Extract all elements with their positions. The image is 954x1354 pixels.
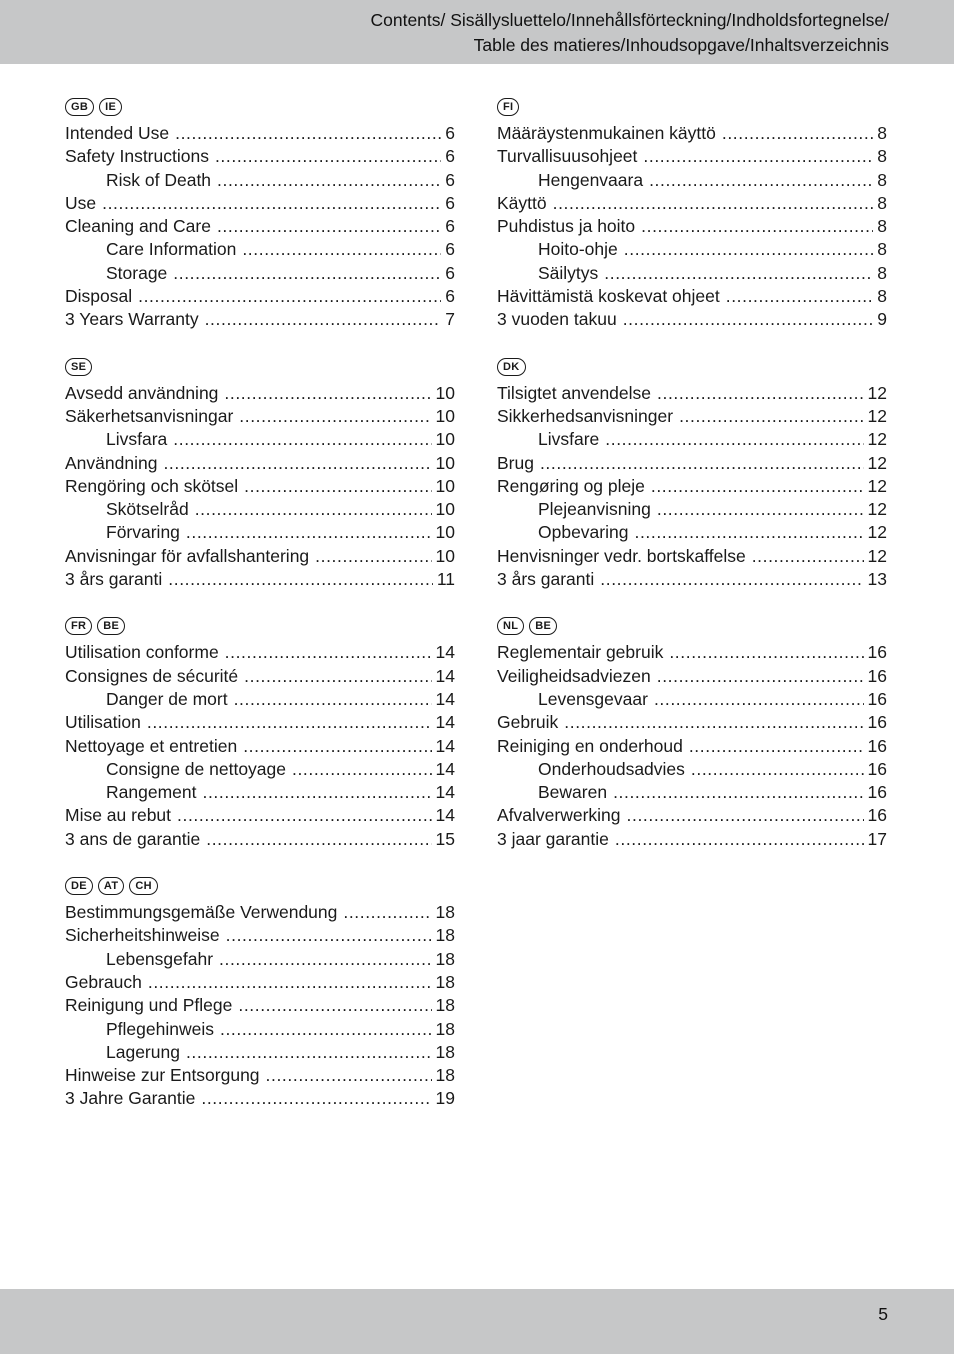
dot-leader xyxy=(657,382,864,405)
toc-entry-title: Mise au rebut xyxy=(65,805,172,826)
dot-leader xyxy=(225,641,432,664)
toc-entry-page: 13 xyxy=(867,569,887,590)
toc-entry xyxy=(65,994,455,1017)
dot-leader xyxy=(266,1064,432,1087)
country-flags xyxy=(65,355,455,379)
toc-entry-title: Plejeanvisning xyxy=(538,499,651,520)
dot-leader xyxy=(657,665,864,688)
toc-entry-title: Säilytys xyxy=(538,262,599,283)
page-header xyxy=(0,0,954,64)
toc-entry xyxy=(65,735,455,758)
dot-leader xyxy=(195,498,432,521)
toc-entry-title: Pflegehinweis xyxy=(106,1018,214,1039)
toc-section xyxy=(497,355,887,592)
country-flags xyxy=(65,95,455,119)
dot-leader xyxy=(627,804,864,827)
dot-leader xyxy=(206,828,431,851)
toc-subentry xyxy=(497,781,887,804)
header-title-line-1: Contents/ Sisällysluettelo/Innehållsförteckning/Indholdsfortegnelse/ xyxy=(370,10,889,30)
toc-entry xyxy=(65,285,455,308)
toc-entry-title: Henvisninger vedr. bortskaffelse xyxy=(497,545,746,566)
toc-entry-title: Anvisningar för avfallshantering xyxy=(65,545,310,566)
toc-entry-title: Rangement xyxy=(106,782,197,803)
dot-leader xyxy=(239,405,431,428)
dot-leader xyxy=(689,735,864,758)
toc-entry-page: 16 xyxy=(867,735,887,756)
country-flags xyxy=(497,95,887,119)
dot-leader xyxy=(669,641,863,664)
toc-entry-title: Förvaring xyxy=(106,522,180,543)
dot-leader xyxy=(564,711,863,734)
dot-leader xyxy=(173,428,431,451)
toc-entry xyxy=(497,545,887,568)
toc-entry-page: 8 xyxy=(877,146,887,167)
toc-entry xyxy=(497,828,887,851)
dot-leader xyxy=(722,122,873,145)
toc-entry-page: 14 xyxy=(435,642,455,663)
toc-entry-page: 6 xyxy=(445,216,455,237)
toc-entry-page: 18 xyxy=(435,902,455,923)
dot-leader xyxy=(242,238,441,261)
toc-entry-page: 10 xyxy=(435,499,455,520)
toc-entry xyxy=(65,1064,455,1087)
dot-leader xyxy=(634,521,863,544)
toc-column-right xyxy=(497,95,887,851)
page-footer xyxy=(0,1289,954,1354)
toc-entry-title: Opbevaring xyxy=(538,522,629,543)
dot-leader xyxy=(175,122,441,145)
toc-entry xyxy=(65,971,455,994)
toc-subentry xyxy=(497,428,887,451)
toc-entry-page: 12 xyxy=(867,499,887,520)
dot-leader xyxy=(604,262,873,285)
country-code-badge: DK xyxy=(497,358,526,376)
toc-entry-page: 7 xyxy=(445,309,455,330)
dot-leader xyxy=(234,688,432,711)
toc-entry-title: Consigne de nettoyage xyxy=(106,758,286,779)
toc-entry xyxy=(65,145,455,168)
toc-entry-page: 8 xyxy=(877,169,887,190)
country-flags xyxy=(497,355,887,379)
toc-entry-title: Säkerhetsanvisningar xyxy=(65,405,234,426)
dot-leader xyxy=(205,308,442,331)
country-flags xyxy=(65,614,455,638)
country-code-badge: BE xyxy=(97,617,125,635)
toc-entry xyxy=(497,475,887,498)
toc-entry-page: 6 xyxy=(445,169,455,190)
toc-entry-page: 16 xyxy=(867,665,887,686)
toc-entry-page: 18 xyxy=(435,995,455,1016)
header-title-line-2: Table des matieres/Inhoudsopgave/Inhaltsverzeichnis xyxy=(473,35,889,55)
toc-entry-title: Nettoyage et entretien xyxy=(65,735,238,756)
dot-leader xyxy=(224,382,431,405)
toc-entry-page: 10 xyxy=(435,475,455,496)
toc-entry-page: 14 xyxy=(435,665,455,686)
toc-entry xyxy=(497,145,887,168)
toc-entry-title: Puhdistus ja hoito xyxy=(497,216,636,237)
toc-entry xyxy=(65,568,455,591)
toc-section xyxy=(497,614,887,851)
toc-section xyxy=(65,355,455,592)
toc-entry-title: Storage xyxy=(106,262,168,283)
toc-entry xyxy=(65,711,455,734)
dot-leader xyxy=(553,192,874,215)
toc-entry xyxy=(65,901,455,924)
dot-leader xyxy=(600,568,863,591)
toc-entry-title: Care Information xyxy=(106,239,237,260)
toc-entry-page: 18 xyxy=(435,948,455,969)
toc-entry-page: 6 xyxy=(445,239,455,260)
toc-subentry xyxy=(497,688,887,711)
toc-entry-title: Tilsigtet anvendelse xyxy=(497,382,652,403)
toc-entry xyxy=(65,665,455,688)
toc-entry xyxy=(65,475,455,498)
toc-entry-title: Brug xyxy=(497,452,534,473)
dot-leader xyxy=(649,169,873,192)
toc-entry-page: 17 xyxy=(867,828,887,849)
dot-leader xyxy=(624,238,873,261)
toc-entry xyxy=(65,405,455,428)
toc-entry-title: Rengöring och skötsel xyxy=(65,475,239,496)
toc-entry xyxy=(497,122,887,145)
toc-entry-page: 12 xyxy=(867,429,887,450)
country-code-badge: CH xyxy=(129,877,158,895)
toc-entry-title: Veiligheidsadviezen xyxy=(497,665,651,686)
dot-leader xyxy=(641,215,873,238)
toc-entry-page: 12 xyxy=(867,475,887,496)
toc-entry-page: 10 xyxy=(435,382,455,403)
dot-leader xyxy=(623,308,874,331)
dot-leader xyxy=(148,971,432,994)
toc-entry xyxy=(497,665,887,688)
toc-entry-title: Hoito-ohje xyxy=(538,239,618,260)
dot-leader xyxy=(752,545,864,568)
toc-entry-page: 8 xyxy=(877,123,887,143)
toc-entry xyxy=(65,828,455,851)
toc-entry-title: 3 Years Warranty xyxy=(65,309,199,330)
toc-subentry xyxy=(65,238,455,261)
toc-entry-page: 9 xyxy=(877,309,887,330)
dot-leader xyxy=(226,924,432,947)
toc-entry-title: Disposal xyxy=(65,286,133,307)
toc-subentry xyxy=(65,1018,455,1041)
toc-entry xyxy=(65,924,455,947)
dot-leader xyxy=(186,521,432,544)
country-code-badge: FI xyxy=(497,98,519,116)
toc-entry-page: 18 xyxy=(435,1065,455,1086)
toc-entry-page: 18 xyxy=(435,971,455,992)
toc-entry xyxy=(497,804,887,827)
toc-entry-page: 16 xyxy=(867,642,887,663)
toc-subentry xyxy=(65,948,455,971)
toc-subentry xyxy=(497,758,887,781)
dot-leader xyxy=(238,994,431,1017)
toc-entry-page: 8 xyxy=(877,286,887,307)
toc-entry-title: Reiniging en onderhoud xyxy=(497,735,683,756)
toc-entry xyxy=(497,405,887,428)
toc-subentry xyxy=(65,688,455,711)
dot-leader xyxy=(605,428,863,451)
toc-entry-title: 3 vuoden takuu xyxy=(497,309,617,330)
toc-entry-page: 14 xyxy=(435,782,455,803)
toc-subentry xyxy=(65,521,455,544)
toc-entry-page: 12 xyxy=(867,545,887,566)
toc-section xyxy=(65,874,455,1111)
toc-entry-title: Hengenvaara xyxy=(538,169,644,190)
toc-subentry xyxy=(497,238,887,261)
toc-subentry xyxy=(65,428,455,451)
toc-entry-page: 14 xyxy=(435,735,455,756)
toc-entry-page: 6 xyxy=(445,262,455,283)
dot-leader xyxy=(243,735,431,758)
toc-section xyxy=(65,95,455,332)
toc-entry xyxy=(497,735,887,758)
toc-entry-title: Intended Use xyxy=(65,123,170,143)
country-code-badge: AT xyxy=(98,877,124,895)
toc-entry-title: Hävittämistä koskevat ohjeet xyxy=(497,286,720,307)
toc-entry-title: 3 jaar garantie xyxy=(497,828,609,849)
toc-entry xyxy=(65,308,455,331)
toc-entry-page: 6 xyxy=(445,146,455,167)
toc-entry-page: 15 xyxy=(435,828,455,849)
toc-section xyxy=(65,614,455,851)
dot-leader xyxy=(679,405,863,428)
dot-leader xyxy=(217,215,441,238)
toc-entry-title: Turvallisuusohjeet xyxy=(497,146,638,167)
toc-subentry xyxy=(497,498,887,521)
toc-subentry xyxy=(65,781,455,804)
toc-entry-title: Risk of Death xyxy=(106,169,212,190)
toc-entry-page: 10 xyxy=(435,522,455,543)
toc-entry-title: Reglementair gebruik xyxy=(497,642,664,663)
toc-subentry xyxy=(497,262,887,285)
toc-entry-title: Gebrauch xyxy=(65,971,142,992)
toc-entry-page: 12 xyxy=(867,405,887,426)
dot-leader xyxy=(102,192,441,215)
country-flags xyxy=(497,614,887,638)
dot-leader xyxy=(292,758,432,781)
toc-entry-title: Käyttö xyxy=(497,192,547,213)
toc-entry-title: Användning xyxy=(65,452,158,473)
toc-entry xyxy=(65,545,455,568)
toc-entry-title: Safety Instructions xyxy=(65,146,209,167)
dot-leader xyxy=(220,1018,432,1041)
toc-entry xyxy=(497,568,887,591)
toc-entry-title: Reinigung und Pflege xyxy=(65,995,233,1016)
toc-entry xyxy=(65,192,455,215)
dot-leader xyxy=(613,781,863,804)
dot-leader xyxy=(138,285,441,308)
toc-entry-page: 12 xyxy=(867,522,887,543)
dot-leader xyxy=(177,804,432,827)
toc-subentry xyxy=(65,169,455,192)
toc-entry-title: Livsfare xyxy=(538,429,600,450)
dot-leader xyxy=(173,262,441,285)
country-code-badge: BE xyxy=(529,617,557,635)
toc-entry xyxy=(497,192,887,215)
toc-entry-page: 8 xyxy=(877,216,887,237)
toc-subentry xyxy=(65,1041,455,1064)
dot-leader xyxy=(540,452,864,475)
toc-entry-title: Lebensgefahr xyxy=(106,948,214,969)
toc-entry xyxy=(65,122,455,145)
toc-column-left xyxy=(65,95,455,1111)
toc-entry xyxy=(497,215,887,238)
toc-entry-page: 12 xyxy=(867,452,887,473)
toc-entry-page: 18 xyxy=(435,1041,455,1062)
dot-leader xyxy=(219,948,431,971)
toc-entry-title: Afvalverwerking xyxy=(497,805,621,826)
dot-leader xyxy=(315,545,431,568)
dot-leader xyxy=(202,781,431,804)
toc-entry-page: 19 xyxy=(435,1088,455,1109)
toc-subentry xyxy=(65,758,455,781)
page-number: 5 xyxy=(878,1304,888,1324)
toc-entry-page: 14 xyxy=(435,712,455,733)
toc-entry-title: Gebruik xyxy=(497,712,559,733)
toc-entry-title: Rengøring og pleje xyxy=(497,475,645,496)
toc-entry-title: Sicherheitshinweise xyxy=(65,925,220,946)
toc-entry-title: 3 Jahre Garantie xyxy=(65,1088,196,1109)
dot-leader xyxy=(244,475,431,498)
country-code-badge: IE xyxy=(99,98,122,116)
toc-entry-title: Onderhoudsadvies xyxy=(538,758,685,779)
toc-entry xyxy=(497,308,887,331)
toc-entry-title: Hinweise zur Entsorgung xyxy=(65,1065,260,1086)
toc-subentry xyxy=(497,169,887,192)
toc-entry xyxy=(65,641,455,664)
toc-entry-page: 14 xyxy=(435,805,455,826)
country-code-badge: FR xyxy=(65,617,92,635)
toc-entry-page: 10 xyxy=(435,452,455,473)
toc-entry-page: 16 xyxy=(867,805,887,826)
toc-entry xyxy=(65,1087,455,1110)
dot-leader xyxy=(726,285,874,308)
toc-entry-title: Use xyxy=(65,192,97,213)
toc-entry-title: Utilisation xyxy=(65,712,141,733)
dot-leader xyxy=(186,1041,432,1064)
toc-entry-title: Lagerung xyxy=(106,1041,180,1062)
country-code-badge: GB xyxy=(65,98,94,116)
dot-leader xyxy=(651,475,864,498)
country-code-badge: SE xyxy=(65,358,92,376)
dot-leader xyxy=(691,758,864,781)
toc-entry-page: 18 xyxy=(435,925,455,946)
toc-entry-page: 10 xyxy=(435,545,455,566)
dot-leader xyxy=(244,665,431,688)
toc-subentry xyxy=(497,521,887,544)
toc-subentry xyxy=(65,498,455,521)
toc-entry-title: Avsedd användning xyxy=(65,382,219,403)
toc-entry-title: 3 års garanti xyxy=(497,569,595,590)
toc-entry-title: Danger de mort xyxy=(106,688,228,709)
dot-leader xyxy=(643,145,873,168)
toc-entry-page: 14 xyxy=(435,688,455,709)
toc-entry-title: Bestimmungsgemäße Verwendung xyxy=(65,902,338,923)
dot-leader xyxy=(657,498,864,521)
country-code-badge: DE xyxy=(65,877,93,895)
toc-entry-page: 8 xyxy=(877,262,887,283)
toc-entry-page: 16 xyxy=(867,782,887,803)
dot-leader xyxy=(215,145,441,168)
toc-entry-title: Määräystenmukainen käyttö xyxy=(497,123,716,143)
dot-leader xyxy=(615,828,864,851)
toc-entry-page: 11 xyxy=(436,569,455,590)
toc-entry-page: 18 xyxy=(435,1018,455,1039)
toc-entry xyxy=(497,711,887,734)
toc-entry-title: Consignes de sécurité xyxy=(65,665,239,686)
toc-entry-title: Livsfara xyxy=(106,429,168,450)
toc-entry-page: 10 xyxy=(435,405,455,426)
toc-entry-page: 6 xyxy=(445,123,455,143)
toc-entry-page: 8 xyxy=(877,239,887,260)
toc-entry xyxy=(65,804,455,827)
toc-entry-title: Cleaning and Care xyxy=(65,216,211,237)
toc-entry-title: Bewaren xyxy=(538,782,608,803)
toc-entry-page: 10 xyxy=(435,429,455,450)
dot-leader xyxy=(654,688,864,711)
toc-entry xyxy=(65,215,455,238)
toc-subentry xyxy=(65,262,455,285)
toc-section xyxy=(497,95,887,332)
toc-entry xyxy=(65,452,455,475)
country-code-badge: NL xyxy=(497,617,524,635)
toc-entry xyxy=(497,285,887,308)
toc-entry-page: 6 xyxy=(445,286,455,307)
toc-entry-page: 14 xyxy=(435,758,455,779)
toc-entry-title: Utilisation conforme xyxy=(65,642,219,663)
dot-leader xyxy=(201,1087,431,1110)
dot-leader xyxy=(217,169,441,192)
dot-leader xyxy=(343,901,431,924)
country-flags xyxy=(65,874,455,898)
toc-entry xyxy=(65,382,455,405)
toc-entry-title: 3 års garanti xyxy=(65,569,163,590)
toc-entry xyxy=(497,382,887,405)
toc-entry xyxy=(497,452,887,475)
dot-leader xyxy=(147,711,432,734)
dot-leader xyxy=(168,568,433,591)
toc-entry-title: 3 ans de garantie xyxy=(65,828,201,849)
toc-entry-title: Skötselråd xyxy=(106,499,189,520)
toc-entry-page: 6 xyxy=(445,192,455,213)
toc-entry-title: Sikkerhedsanvisninger xyxy=(497,405,674,426)
toc-entry-page: 12 xyxy=(867,382,887,403)
toc-entry xyxy=(497,641,887,664)
toc-entry-title: Levensgevaar xyxy=(538,688,648,709)
toc-entry-page: 8 xyxy=(877,192,887,213)
toc-entry-page: 16 xyxy=(867,712,887,733)
dot-leader xyxy=(163,452,431,475)
toc-entry-page: 16 xyxy=(867,688,887,709)
toc-entry-page: 16 xyxy=(867,758,887,779)
